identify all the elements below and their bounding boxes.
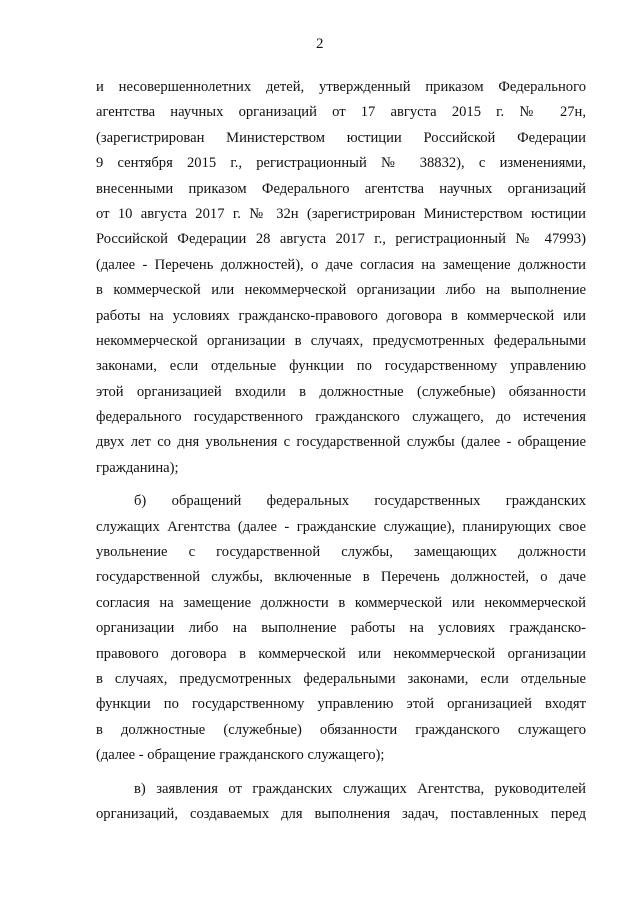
text-line: государственной службы, включенные в Перечень должностей, о даче: [96, 569, 586, 586]
text-line: некоммерческой организации в случаях, предусмотренных федеральными: [96, 332, 586, 349]
text-line: двух лет со дня увольнения с государственной службы (далее - обращение: [96, 434, 586, 451]
text-line: работы на условиях гражданско-правового договора в коммерческой или: [96, 307, 586, 324]
text-line: внесенными приказом Федерального агентства научных организаций: [96, 180, 586, 197]
paragraph-item-v: [96, 777, 586, 828]
text-line: увольнение с государственной службы, замещающих должности: [96, 544, 586, 561]
text-line: 9 сентября 2015 г., регистрационный № 38832), с изменениями,: [96, 155, 586, 172]
document-body: [96, 75, 586, 827]
text-line: гражданина);: [96, 459, 179, 476]
text-line: в коммерческой или некоммерческой организации либо на выполнение: [96, 282, 586, 299]
text-line: и несовершеннолетних детей, утвержденный приказом Федерального: [96, 79, 586, 95]
text-line: законами, если отдельные функции по государственному управлению: [96, 358, 586, 375]
text-line: от 10 августа 2017 г. № 32н (зарегистрирован Министерством юстиции: [96, 205, 586, 222]
text-line: в должностные (служебные) обязанности гражданского служащего: [96, 721, 586, 738]
text-line: организации либо на выполнение работы на условиях гражданско-: [96, 620, 586, 637]
text-line: (зарегистрирован Министерством юстиции Российской Федерации: [96, 129, 586, 146]
text-line: правового договора в коммерческой или некоммерческой организации: [96, 645, 586, 662]
text-line: федерального государственного гражданского служащего, до истечения: [96, 409, 586, 426]
text-line: этой организацией входили в должностные (служебные) обязанности: [96, 383, 586, 400]
paragraph-spacer: [96, 769, 586, 777]
text-line: (далее - обращение гражданского служащего);: [96, 747, 385, 764]
text-line: в случаях, предусмотренных федеральными законами, если отдельные: [96, 670, 586, 687]
text-line: функции по государственному управлению этой организацией входят: [96, 696, 586, 713]
page-number: 2: [316, 36, 324, 52]
paragraph-spacer: [96, 481, 586, 489]
text-line: б) обращений федеральных государственных гражданских: [134, 493, 586, 510]
text-line: Российской Федерации 28 августа 2017 г., регистрационный № 47993): [96, 231, 586, 248]
paragraph-item-b: [96, 489, 586, 768]
text-line: организаций, создаваемых для выполнения задач, поставленных перед: [96, 805, 586, 822]
paragraph-continuation: [96, 75, 586, 481]
text-line: агентства научных организаций от 17 августа 2015 г. № 27н,: [96, 104, 586, 121]
text-line: согласия на замещение должности в коммерческой или некоммерческой: [96, 594, 586, 611]
text-line: служащих Агентства (далее - гражданские служащие), планирующих свое: [96, 518, 586, 535]
text-line: в) заявления от гражданских служащих Агентства, руководителей: [134, 780, 586, 797]
text-line: (далее - Перечень должностей), о даче согласия на замещение должности: [96, 256, 586, 273]
